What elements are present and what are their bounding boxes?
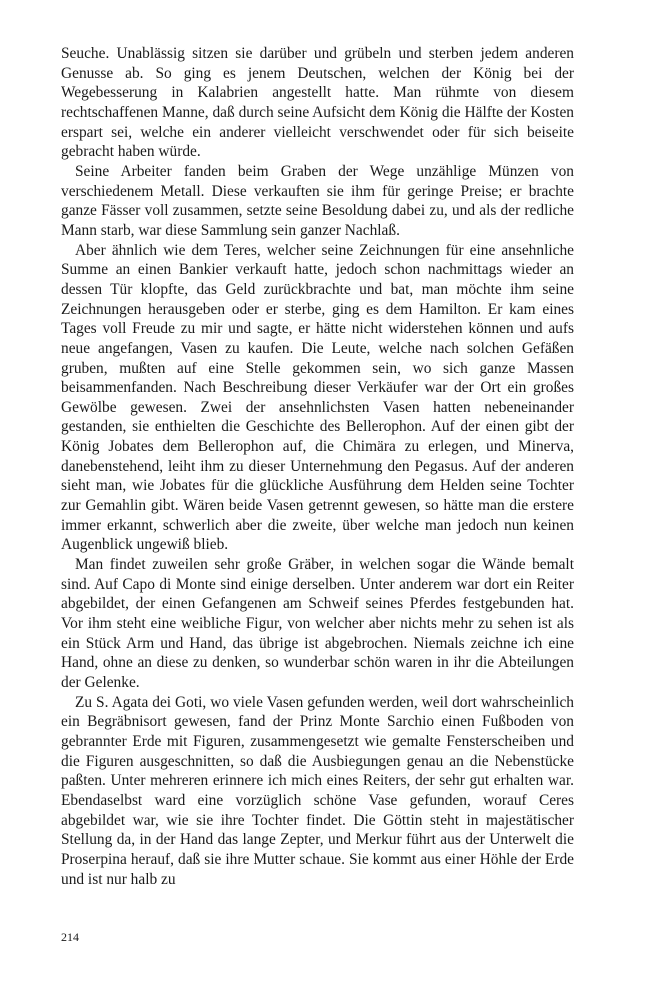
- paragraph: Seine Arbeiter fanden beim Graben der Wege unzählige Münzen von verschiedenem Metall. Diese verkauften sie ihm für geringe Preise; er brachte ganze Fässer voll zusammen, setzte seine Besoldung dabei zu, und als der redliche Mann starb, war diese Sammlung sein ganzer Nachlaß.: [61, 162, 574, 239]
- page-number: 214: [61, 930, 79, 944]
- paragraph: Aber ähnlich wie dem Teres, welcher seine Zeichnungen für eine ansehnliche Summe an einen Bankier verkauft hatte, jedoch schon nachmittags wieder an dessen Tür klopfte, das Geld zurückbrachte und bat, man möchte ihm seine Zeichnungen herausgeben oder er sterbe, ging es dem Hamilton. Er kam eines Tages voll Freude zu mir und sagte, er hätte nicht widerstehen können und aufs neue angefangen, Vasen zu kaufen. Die Leute, welche nach solchen Gefäßen gruben, mußten auf eine Stelle gekommen sein, wo sich ganze Massen beisammenfanden. Nach Beschreibung dieser Verkäufer war der Ort ein großes Gewölbe gewesen. Zwei der ansehnlichsten Vasen hatten nebeneinander gestanden, sie enthielten die Geschichte des Bellerophon. Auf der einen gibt der König Jobates dem Bellerophon auf, die Chimära zu erlegen, und Minerva, danebenstehend, leiht ihm zu dieser Unternehmung den Pegasus. Auf der anderen sieht man, wie Jobates für die glückliche Ausführung dem Helden seine Tochter zur Gemahlin gibt. Wären beide Vasen getrennt gewesen, so hätte man die erstere immer erkannt, schwerlich aber die zweite, über welche man jedoch nun keinen Augenblick ungewiß blieb.: [61, 241, 574, 554]
- paragraph: Zu S. Agata dei Goti, wo viele Vasen gefunden werden, weil dort wahrscheinlich ein Begräbnisort gewesen, fand der Prinz Monte Sarchio einen Fußboden von gebrannter Erde mit Figuren, zusammengesetzt wie gemalte Fensterscheiben und die Figuren ausgeschnitten, so daß die Ausbiegungen genau an die Nebenstücke paßten. Unter mehreren erinnere ich mich eines Reiters, der sehr gut erhalten war. Ebendaselbst ward eine vorzüglich schöne Vase gefunden, worauf Ceres abgebildet war, wie sie ihre Tochter findet. Die Göttin steht in majestätischer Stellung da, in der Hand das lange Zepter, und Merkur führt aus der Unterwelt die Proserpina herauf, daß sie ihre Mutter schaue. Sie kommt aus einer Höhle der Erde und ist nur halb zu: [61, 693, 574, 888]
- paragraph-continuation: Seuche. Unablässig sitzen sie darüber und grübeln und sterben jedem anderen Genusse ab. So ging es jenem Deutschen, welchen der König bei der Wegebesserung in Kalabrien angestellt hatte. Man rühmte von diesem rechtschaffenen Manne, daß durch seine Aufsicht dem König die Hälfte der Kosten erspart sei, welche ein anderer vielleicht verschwendet oder für sich beiseite gebracht haben würde.: [61, 45, 574, 161]
- book-page-text: [61, 44, 574, 889]
- paragraph: Man findet zuweilen sehr große Gräber, in welchen sogar die Wände bemalt sind. Auf Capo di Monte sind einige derselben. Unter anderem war dort ein Reiter abgebildet, der einen Gefangenen am Schweif seines Pferdes festgebunden hat. Vor ihm steht eine weibliche Figur, von welcher aber nichts mehr zu sehen ist als ein Stück Arm und Hand, das übrige ist abgebrochen. Niemals zeichne ich eine Hand, ohne an diese zu denken, so wunderbar schön waren in ihr die Abteilungen der Gelenke.: [61, 556, 574, 691]
